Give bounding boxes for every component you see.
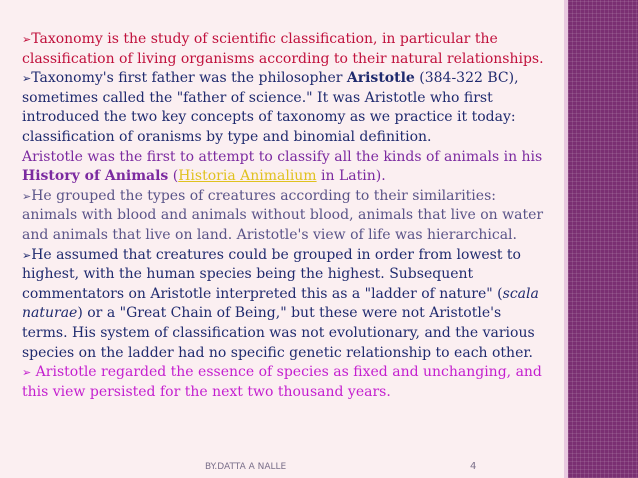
- paragraph-text: He grouped the types of creatures according to their similarities: animals with blood and animals without blood, animals that live on water and animals that live on land. Aristotle's view of life was hierarchical.: [22, 187, 544, 243]
- page-number: 4: [470, 461, 477, 472]
- bullet-arrow-icon: ➢: [22, 248, 32, 262]
- paragraph-text: He assumed that creatures could be grouped in order from lowest to highest, with the human species being the highest. Subsequent commentators on Aristotle interpreted this as a "ladder of nature" (: [22, 246, 521, 302]
- paragraph-text: Taxonomy's first father was the philosopher: [31, 70, 347, 87]
- paragraph-text: (384-322 BC), sometimes called the "father of science." It was Aristotle who first introduced the two key concepts of taxonomy as we practice it today: classification of oranisms by type and binomial definition.: [22, 70, 519, 145]
- slide-body: [22, 30, 548, 402]
- bullet-arrow-icon: ➢: [22, 366, 32, 380]
- paragraph-text: (: [168, 168, 179, 185]
- decorative-sidebar: [568, 0, 638, 478]
- historia-animalium-link[interactable]: Historia Animalium: [178, 168, 317, 185]
- paragraph-text: Taxonomy is the study of scientific classification, in particular the classification of living organisms according to their natural relationships.: [22, 31, 544, 67]
- footer-author: BY.DATTA A NALLE: [205, 462, 287, 472]
- paragraph-ladder-of-nature: [22, 246, 548, 364]
- book-title: History of Animals: [22, 168, 169, 185]
- bullet-arrow-icon: ➢: [22, 189, 32, 203]
- paragraph-text: in Latin).: [316, 168, 386, 185]
- scala-naturae-term: scala naturae: [22, 285, 539, 322]
- paragraph-grouping: [22, 187, 548, 246]
- bullet-arrow-icon: ➢: [22, 72, 32, 86]
- paragraph-text: ) or a "Great Chain of Being," but these were not Aristotle's terms. His system of classification was not evolutionary, and the various species on the ladder had no specific genetic relationship to each other.: [22, 305, 535, 361]
- paragraph-text: Aristotle was the first to attempt to classify all the kinds of animals in his: [22, 148, 543, 165]
- paragraph-aristotle-father: [22, 69, 548, 147]
- paragraph-text: Aristotle regarded the essence of species as fixed and unchanging, and this view persisted for the next two thousand years.: [22, 364, 542, 400]
- paragraph-taxonomy-definition: [22, 30, 548, 69]
- aristotle-name: Aristotle: [346, 70, 415, 87]
- paragraph-history-of-animals: [22, 148, 548, 187]
- bullet-arrow-icon: ➢: [22, 33, 32, 46]
- paragraph-fixed-species: [22, 363, 548, 402]
